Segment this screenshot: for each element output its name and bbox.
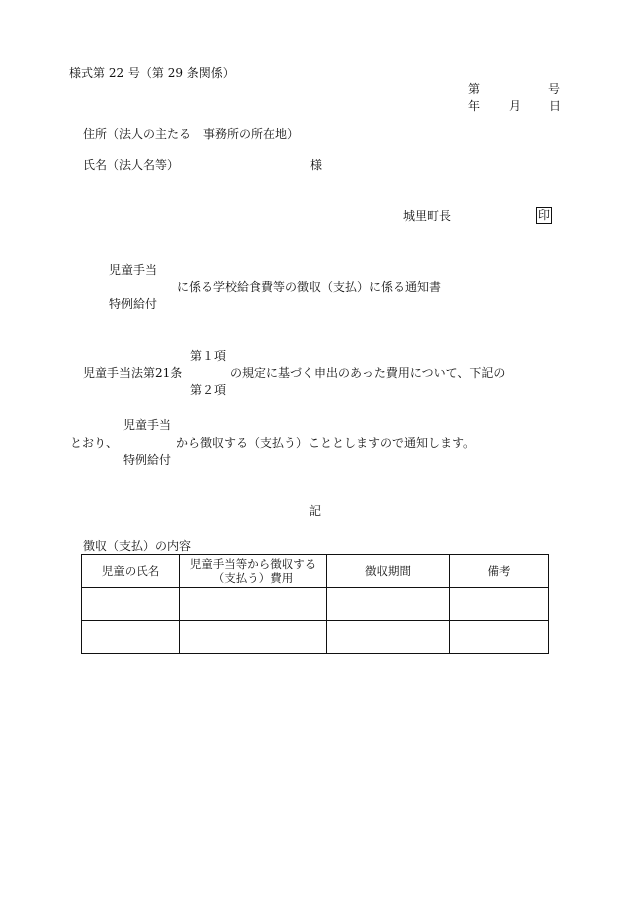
seal-text: 印 bbox=[538, 208, 551, 222]
body-line1-prefix: 児童手当法第21条 bbox=[83, 366, 183, 380]
subject-text: に係る学校給食費等の徴収（支払）に係る通知書 bbox=[177, 280, 442, 294]
table-header-row bbox=[82, 555, 549, 588]
table-row bbox=[82, 621, 549, 654]
column-header: 児童の氏名 bbox=[82, 555, 180, 588]
body-line2-suffix: から徴収する（支払う）こととしますので通知します。 bbox=[176, 436, 476, 450]
body-clause-2: 第２項 bbox=[190, 383, 227, 397]
column-header: 備考 bbox=[450, 555, 549, 588]
table-row bbox=[82, 588, 549, 621]
sender-title: 城里町長 bbox=[403, 209, 452, 223]
seal-mark bbox=[536, 207, 552, 224]
table-cell bbox=[450, 588, 549, 621]
column-header: 徴収期間 bbox=[327, 555, 450, 588]
ki-heading: 記 bbox=[309, 504, 322, 518]
recipient-name-label: 氏名（法人名等） bbox=[83, 158, 180, 172]
form-label: 様式第 22 号（第 29 条関係） bbox=[69, 66, 235, 80]
column-header: 児童手当等から徴収する （支払う）費用 bbox=[180, 555, 327, 588]
table-cell bbox=[327, 621, 450, 654]
table-cell bbox=[180, 588, 327, 621]
table-cell bbox=[180, 621, 327, 654]
recipient-honorific: 様 bbox=[310, 158, 323, 172]
collection-table bbox=[81, 554, 549, 654]
table-caption: 徴収（支払）の内容 bbox=[83, 539, 192, 553]
table-cell bbox=[82, 588, 180, 621]
date-day: 日 bbox=[549, 99, 562, 113]
table-cell bbox=[450, 621, 549, 654]
body-option-2: 特例給付 bbox=[123, 453, 172, 467]
recipient-address-label: 住所（法人の主たる 事務所の所在地） bbox=[83, 127, 300, 141]
date-year: 年 bbox=[468, 99, 481, 113]
subject-option-1: 児童手当 bbox=[109, 263, 158, 277]
body-line1-suffix: の規定に基づく申出のあった費用について、下記の bbox=[230, 366, 506, 380]
doc-number-suffix: 号 bbox=[548, 82, 561, 96]
subject-option-2: 特例給付 bbox=[109, 297, 158, 311]
body-option-1: 児童手当 bbox=[123, 418, 172, 432]
doc-number-prefix: 第 bbox=[468, 82, 481, 96]
body-line2-prefix: とおり、 bbox=[70, 436, 119, 450]
date-month: 月 bbox=[509, 99, 522, 113]
table-cell bbox=[82, 621, 180, 654]
body-clause-1: 第１項 bbox=[190, 349, 227, 363]
table-cell bbox=[327, 588, 450, 621]
